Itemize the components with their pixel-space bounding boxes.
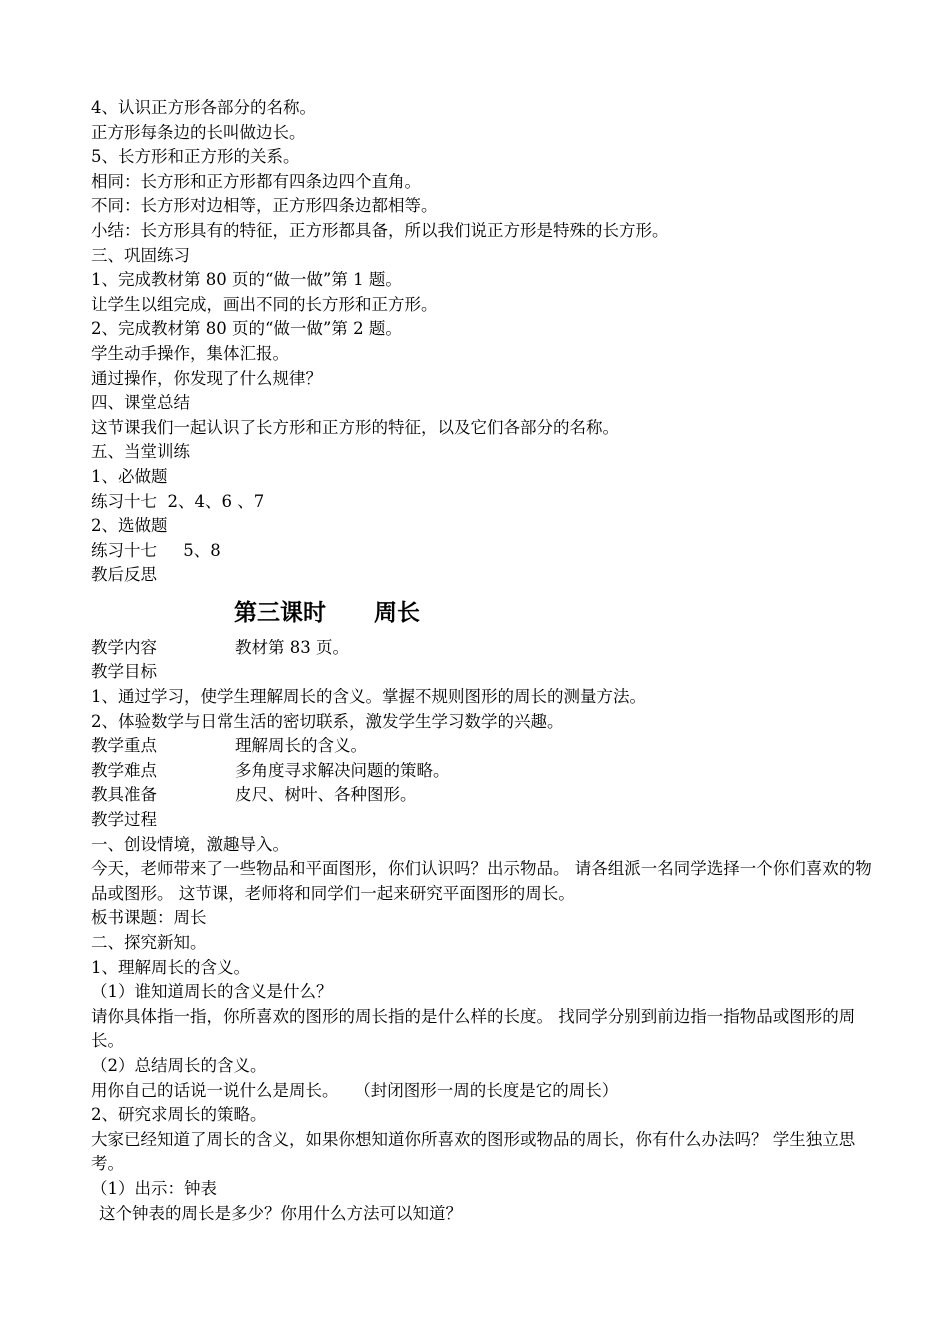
difficulty-label: 教学难点 xyxy=(91,760,157,780)
text-line: 正方形每条边的长叫做边长。 xyxy=(91,122,306,142)
key-point-label: 教学重点 xyxy=(91,736,157,756)
step2-heading: 二、探究新知。 xyxy=(91,933,207,952)
question-2-paragraph: 用你自己的话说一说什么是周长。 （封闭图形一周的长度是它的周长） xyxy=(91,1080,619,1100)
goal-item: 1、通过学习，使学生理解周长的含义。掌握不规则图形的周长的测量方法。 xyxy=(91,687,646,707)
text-line: 让学生以组完成，画出不同的长方形和正方形。 xyxy=(91,294,438,314)
document-page xyxy=(91,96,881,1226)
teaching-goal-label: 教学目标 xyxy=(91,662,157,682)
key-point-row xyxy=(91,734,881,759)
difficulty-value: 多角度寻求解决问题的策略。 xyxy=(235,760,450,780)
question-3: （1）出示：钟表 xyxy=(91,1178,217,1198)
step1-heading: 一、创设情境，激趣导入。 xyxy=(91,834,289,854)
sub1-heading: 1、理解周长的含义。 xyxy=(91,957,250,977)
materials-value: 皮尺、树叶、各种图形。 xyxy=(235,785,417,805)
text-line: 4、认识正方形各部分的名称。 xyxy=(91,98,316,117)
text-line: 练习十七 2、4、6 、7 xyxy=(91,491,265,511)
teaching-content-label: 教学内容 xyxy=(91,637,157,657)
part1-lines xyxy=(91,96,881,588)
text-line: 不同：长方形对边相等，正方形四条边都相等。 xyxy=(91,196,438,216)
goal-item: 2、体验数学与日常生活的密切联系，激发学生学习数学的兴趣。 xyxy=(91,711,564,731)
text-line: 通过操作，你发现了什么规律？ xyxy=(91,368,322,388)
text-line: 2、完成教材第 80 页的“做一做”第 2 题。 xyxy=(91,319,402,339)
sub2-heading: 2、研究求周长的策略。 xyxy=(91,1105,267,1125)
text-line: 教后反思 xyxy=(91,565,157,585)
teaching-content-row xyxy=(91,636,881,661)
teaching-content-value: 教材第 83 页。 xyxy=(235,637,349,657)
question-3-paragraph: 这个钟表的周长是多少？你用什么方法可以知道？ xyxy=(99,1203,462,1223)
text-line: 相同：长方形和正方形都有四条边四个直角。 xyxy=(91,171,421,191)
question-2: （2）总结周长的含义。 xyxy=(91,1055,267,1075)
section-heading: 四、课堂总结 xyxy=(91,393,190,413)
text-line: 5、长方形和正方形的关系。 xyxy=(91,147,300,167)
question-1-paragraph: 请你具体指一指，你所喜欢的图形的周长指的是什么样的长度。 找同学分别到前边指一指物品或图形的周长。 xyxy=(91,1006,856,1051)
difficulty-row xyxy=(91,759,881,784)
text-line: 1、完成教材第 80 页的“做一做”第 1 题。 xyxy=(91,270,402,290)
text-line: 这节课我们一起认识了长方形和正方形的特征，以及它们各部分的名称。 xyxy=(91,417,619,437)
board-title: 板书课题：周长 xyxy=(91,908,207,928)
text-line: 2、选做题 xyxy=(91,516,168,536)
section-heading: 五、当堂训练 xyxy=(91,442,190,462)
text-line: 1、必做题 xyxy=(91,466,168,486)
section-heading: 三、巩固练习 xyxy=(91,245,190,265)
key-point-value: 理解周长的含义。 xyxy=(235,736,367,756)
step1-paragraph: 今天，老师带来了一些物品和平面图形，你们认识吗？出示物品。 请各组派一名同学选择一个你们喜欢的物品或图形。 这节课，老师将和同学们一起来研究平面图形的周长。 xyxy=(91,859,872,903)
text-line: 练习十七 5、8 xyxy=(91,540,221,560)
materials-row xyxy=(91,783,881,808)
process-label: 教学过程 xyxy=(91,810,157,830)
materials-label: 教具准备 xyxy=(91,785,157,805)
sub2-paragraph: 大家已经知道了周长的含义，如果你想知道你所喜欢的图形或物品的周长，你有什么办法吗？ 学生独立思考。 xyxy=(91,1129,856,1174)
text-line: 小结：长方形具有的特征，正方形都具备，所以我们说正方形是特殊的长方形。 xyxy=(91,220,669,240)
lesson-title: 第三课时 周长 xyxy=(234,599,421,626)
question-1: （1）谁知道周长的含义是什么？ xyxy=(91,982,333,1002)
text-line: 学生动手操作，集体汇报。 xyxy=(91,343,289,363)
